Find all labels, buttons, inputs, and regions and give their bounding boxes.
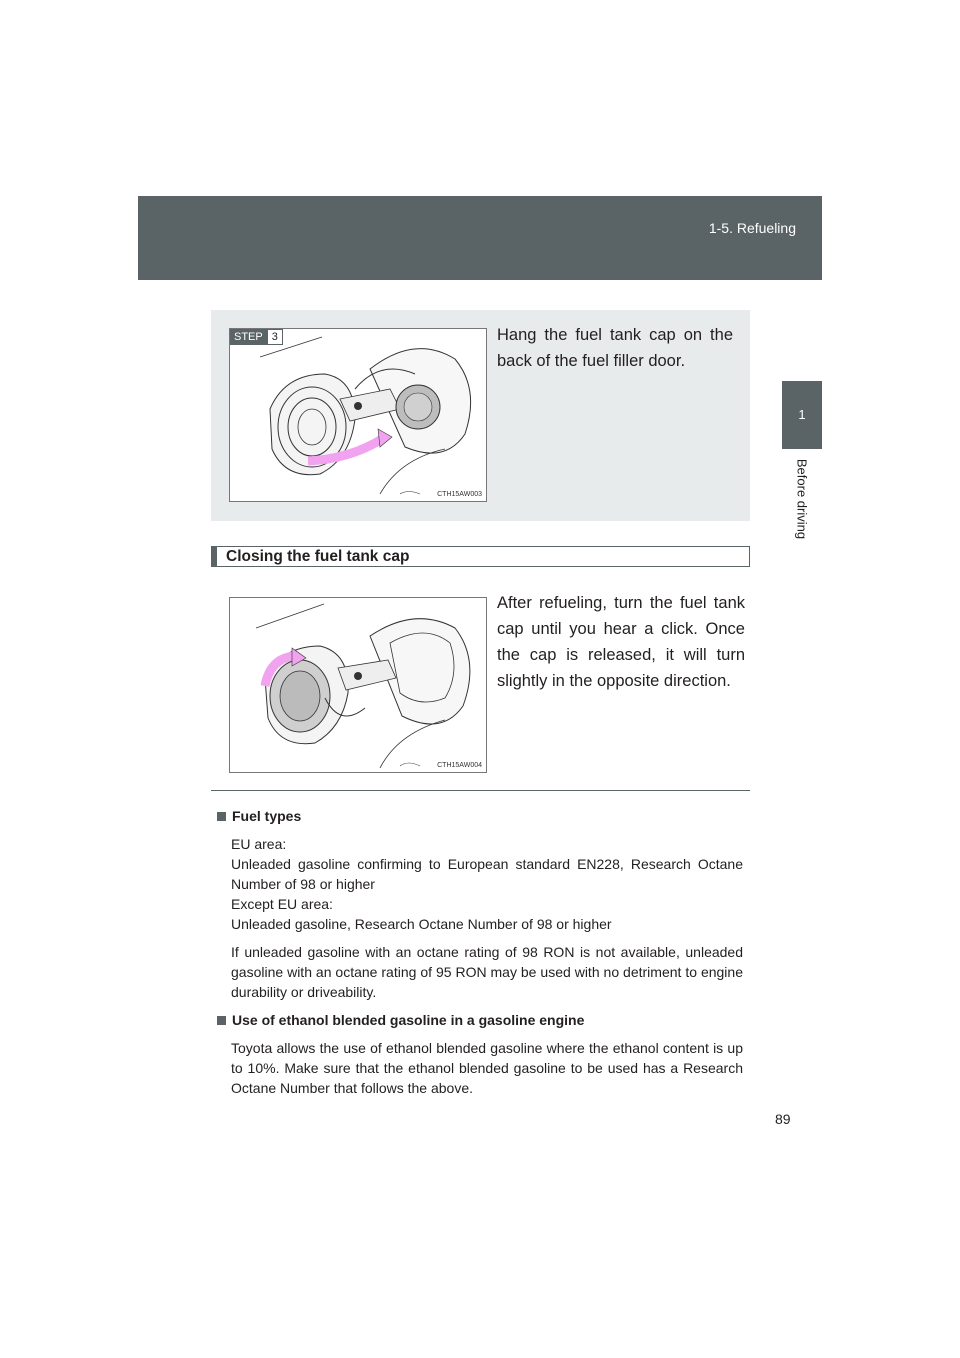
section-title: 1-5. Refueling: [708, 220, 796, 236]
divider: [211, 790, 750, 791]
note-title-text: Use of ethanol blended gasoline in a gasoline engine: [232, 1012, 585, 1028]
note-line: Unleaded gasoline, Research Octane Number of 98 or higher: [231, 916, 612, 932]
square-bullet-icon: [217, 1016, 226, 1025]
square-bullet-icon: [217, 812, 226, 821]
step-badge-label: STEP: [230, 329, 267, 345]
note-title-text: Fuel types: [232, 808, 302, 824]
fuel-cap-closing-illustration: [230, 598, 486, 772]
header-bar: [138, 196, 822, 280]
note-paragraph: Toyota allows the use of ethanol blended gasoline where the ethanol content is up to 10%. Make sure that the ethanol blended gasoline to be used has a Research Octane Number that follows the above.: [231, 1040, 743, 1096]
chapter-tab-label-text: Before driving: [794, 458, 810, 540]
note-ethanol-body: [217, 1038, 743, 1098]
fuel-cap-hang-illustration: [230, 329, 486, 501]
closing-instruction: After refueling, turn the fuel tank cap until you hear a click. Once the cap is released, it will turn slightly in the opposite direction.: [497, 594, 745, 690]
note-line: Except EU area:: [231, 896, 333, 912]
note-paragraph: If unleaded gasoline with an octane rating of 98 RON is not available, unleaded gasoline with an octane rating of 95 RON may be used with no detriment to engine durability or driveability.: [231, 944, 743, 1000]
note-line: EU area:: [231, 836, 287, 852]
chapter-tab-label: [782, 449, 822, 549]
figure-code: CTH15AW003: [437, 491, 482, 498]
note-fuel-types-body: [217, 834, 743, 1002]
note-title-ethanol: [217, 1010, 743, 1030]
note-title-fuel-types: [217, 806, 743, 826]
closing-heading: Closing the fuel tank cap: [211, 546, 750, 567]
notes-section: [217, 806, 743, 1098]
note-line: Unleaded gasoline confirming to European standard EN228, Research Octane Number of 98 or higher: [231, 856, 743, 892]
step-3-panel: [211, 310, 750, 521]
closing-figure: [229, 597, 487, 773]
step-3-figure: [229, 328, 487, 502]
page-number: 89: [775, 1111, 791, 1127]
figure-code: CTH15AW004: [437, 762, 482, 769]
chapter-tab-number: 1: [782, 381, 822, 449]
step-3-instruction: Hang the fuel tank cap on the back of the fuel filler door.: [497, 326, 733, 370]
step-badge-number: 3: [267, 329, 283, 345]
